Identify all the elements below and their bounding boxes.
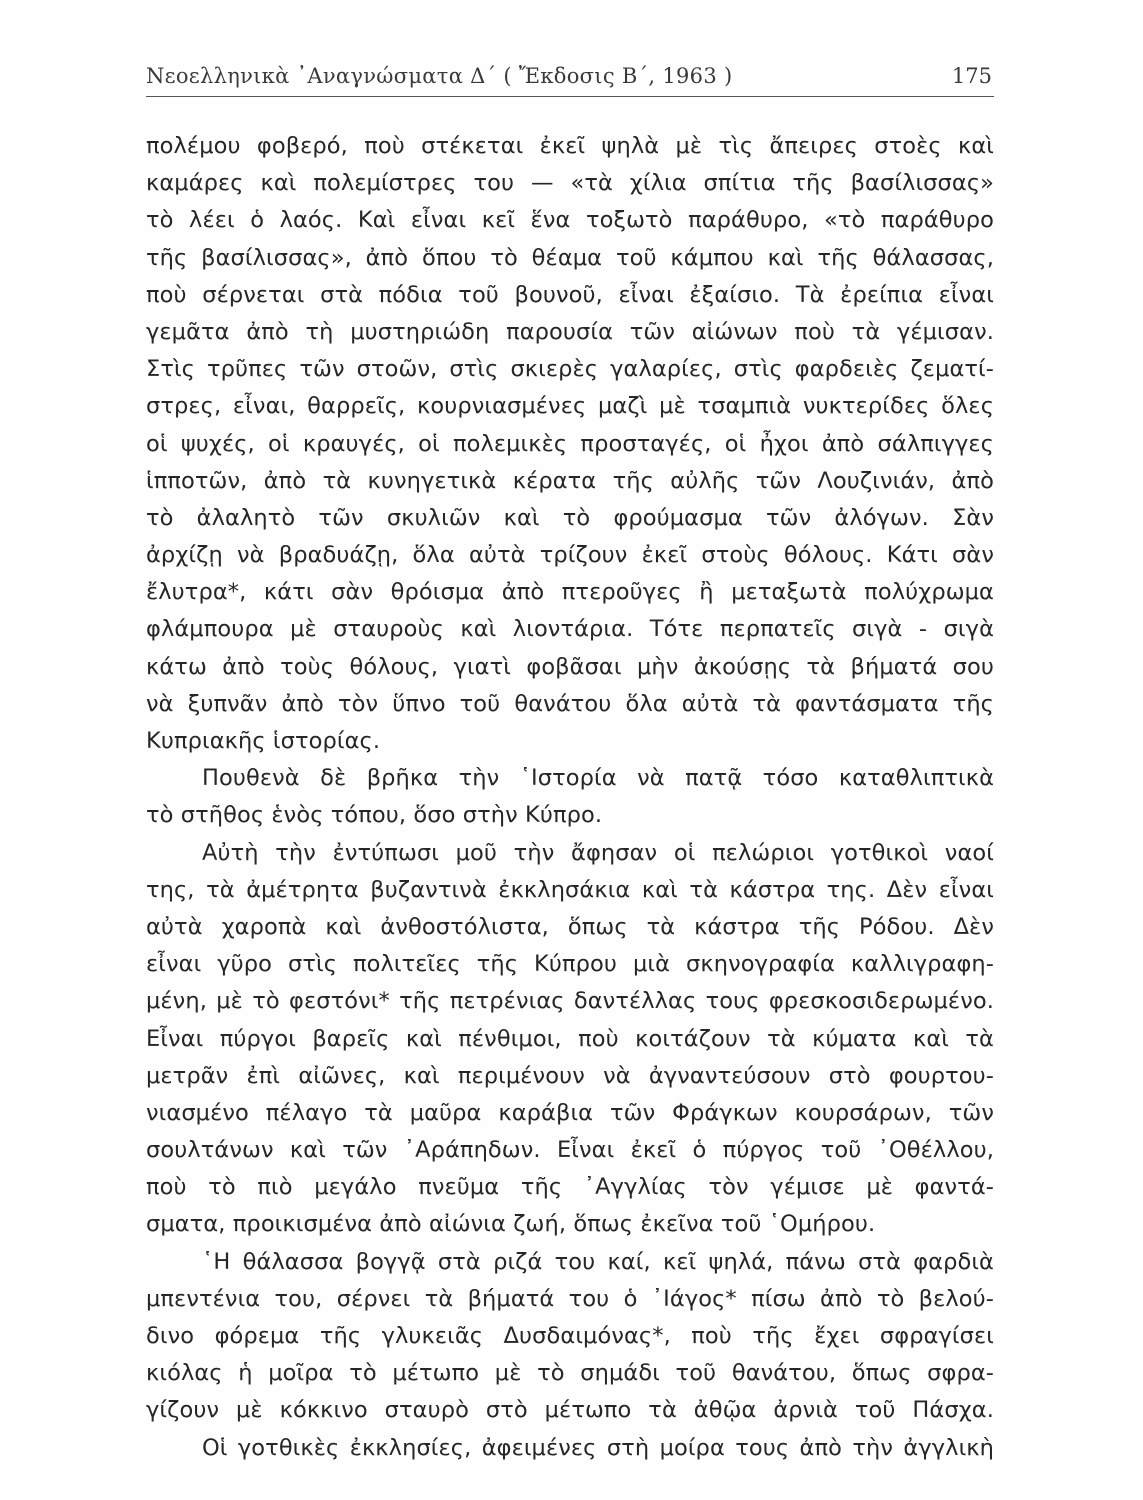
text-line: νιασμένο πέλαγο τὰ μαῦρα καράβια τῶν Φράγκων κουρσάρων, τῶν (146, 1099, 994, 1126)
text-line: νὰ ξυπνᾶν ἀπὸ τὸν ὕπνο τοῦ θανάτου ὅλα αὐτὰ τὰ φαντάσματα τῆς (146, 690, 994, 717)
text-line: ῾Η θάλασσα βογγᾷ στὰ ριζά του καί, κεῖ ψηλά, πάνω στὰ φαρδιὰ (202, 1248, 994, 1275)
text-line: σουλτάνων καὶ τῶν ᾿Αράπηδων. Εἶναι ἐκεῖ ὁ πύργος τοῦ ᾿Οθέλλου, (146, 1137, 994, 1164)
text-line: αὐτὰ χαροπὰ καὶ ἀνθοστόλιστα, ὅπως τὰ κάστρα τῆς Ρόδου. Δὲν (146, 913, 994, 940)
text-line: Αὐτὴ τὴν ἐντύπωσι μοῦ τὴν ἄφησαν οἱ πελώριοι γοτθικοὶ ναοί (202, 839, 994, 866)
text-line: ἀρχίζῃ νὰ βραδυάζῃ, ὅλα αὐτὰ τρίζουν ἐκεῖ στοὺς θόλους. Κάτι σὰν (146, 542, 994, 569)
text-line: Εἶναι πύργοι βαρεῖς καὶ πένθιμοι, ποὺ κοιτάζουν τὰ κύματα καὶ τὰ (146, 1025, 994, 1052)
text-line: καμάρες καὶ πολεμίστρες του — «τὰ χίλια σπίτια τῆς βασίλισσας» (146, 170, 994, 197)
text-line: μπεντένια του, σέρνει τὰ βήματά του ὁ ᾿Ιάγος* πίσω ἀπὸ τὸ βελού- (146, 1285, 994, 1312)
text-line: ποὺ τὸ πιὸ μεγάλο πνεῦμα τῆς ᾿Αγγλίας τὸν γέμισε μὲ φαντά- (146, 1174, 994, 1201)
text-line: στρες, εἶναι, θαρρεῖς, κουρνιασμένες μαζὶ μὲ τσαμπιὰ νυκτερίδες ὅλες (146, 393, 994, 420)
text-line: Στὶς τρῦπες τῶν στοῶν, στὶς σκιερὲς γαλαρίες, στὶς φαρδειὲς ζεματί- (146, 356, 994, 383)
text-line: κάτω ἀπὸ τοὺς θόλους, γιατὶ φοβᾶσαι μὴν ἀκούσῃς τὰ βήματά σου (146, 653, 994, 680)
text-line: ἔλυτρα*, κάτι σὰν θρόισμα ἀπὸ πτεροῦγες ἢ μεταξωτὰ πολύχρωμα (146, 579, 994, 606)
page-header (146, 56, 994, 97)
body-text (146, 128, 994, 1467)
text-line: ἱπποτῶν, ἀπὸ τὰ κυνηγετικὰ κέρατα τῆς αὐλῆς τῶν Λουζινιάν, ἀπὸ (146, 467, 994, 494)
text-line: μένη, μὲ τὸ φεστόνι* τῆς πετρένιας δαντέλλας τους φρεσκοσιδερωμένο. (146, 988, 994, 1015)
text-line: σματα, προικισμένα ἀπὸ αἰώνια ζωή, ὅπως ἐκεῖνα τοῦ ῾Ομήρου. (146, 1211, 876, 1238)
text-line: γεμᾶτα ἀπὸ τὴ μυστηριώδη παρουσία τῶν αἰώνων ποὺ τὰ γέμισαν. (146, 318, 994, 345)
text-line: της, τὰ ἀμέτρητα βυζαντινὰ ἐκκλησάκια καὶ τὰ κάστρα της. Δὲν εἶναι (146, 876, 994, 903)
text-line: Οἱ γοτθικὲς ἐκκλησίες, ἀφειμένες στὴ μοίρα τους ἀπὸ τὴν ἀγγλικὴ (202, 1434, 994, 1461)
text-line: τὸ ἀλαλητὸ τῶν σκυλιῶν καὶ τὸ φρούμασμα τῶν ἀλόγων. Σὰν (146, 504, 994, 531)
text-line: Πουθενὰ δὲ βρῆκα τὴν ῾Ιστορία νὰ πατᾷ τόσο καταθλιπτικὰ (202, 765, 994, 792)
text-line: μετρᾶν ἐπὶ αἰῶνες, καὶ περιμένουν νὰ ἀγναντεύσουν στὸ φουρτου- (146, 1062, 994, 1089)
text-line: εἶναι γῦρο στὶς πολιτεῖες τῆς Κύπρου μιὰ σκηνογραφία καλλιγραφη- (146, 951, 994, 978)
text-line: τῆς βασίλισσας», ἀπὸ ὅπου τὸ θέαμα τοῦ κάμπου καὶ τῆς θάλασσας, (146, 244, 994, 271)
text-line: φλάμπουρα μὲ σταυροὺς καὶ λιοντάρια. Τότε περπατεῖς σιγὰ - σιγὰ (146, 616, 994, 643)
text-line: τὸ λέει ὁ λαός. Καὶ εἶναι κεῖ ἕνα τοξωτὸ παράθυρο, «τὸ παράθυρο (146, 207, 994, 234)
text-line: οἱ ψυχές, οἱ κραυγές, οἱ πολεμικὲς προσταγές, οἱ ἦχοι ἀπὸ σάλπιγγες (146, 430, 994, 457)
page-number: 175 (951, 64, 992, 88)
running-title: Νεοελληνικὰ ᾿Αναγνώσματα Δ΄ ( Ἔκδοσις Β΄, 1963 ) (146, 64, 733, 88)
text-line: τὸ στῆθος ἑνὸς τόπου, ὅσο στὴν Κύπρο. (146, 802, 603, 829)
text-line: ποὺ σέρνεται στὰ πόδια τοῦ βουνοῦ, εἶναι ἐξαίσιο. Τὰ ἐρείπια εἶναι (146, 281, 994, 308)
text-line: Κυπριακῆς ἱστορίας. (146, 728, 381, 754)
text-line: γίζουν μὲ κόκκινο σταυρὸ στὸ μέτωπο τὰ ἀθῷα ἀρνιὰ τοῦ Πάσχα. (146, 1397, 994, 1424)
text-line: κιόλας ἡ μοῖρα τὸ μέτωπο μὲ τὸ σημάδι τοῦ θανάτου, ὅπως σφρα- (146, 1360, 994, 1387)
text-line: πολέμου φοβερό, ποὺ στέκεται ἐκεῖ ψηλὰ μὲ τὶς ἄπειρες στοὲς καὶ (146, 133, 994, 159)
text-line: δινο φόρεμα τῆς γλυκειᾶς Δυσδαιμόνας*, ποὺ τῆς ἔχει σφραγίσει (146, 1323, 994, 1349)
